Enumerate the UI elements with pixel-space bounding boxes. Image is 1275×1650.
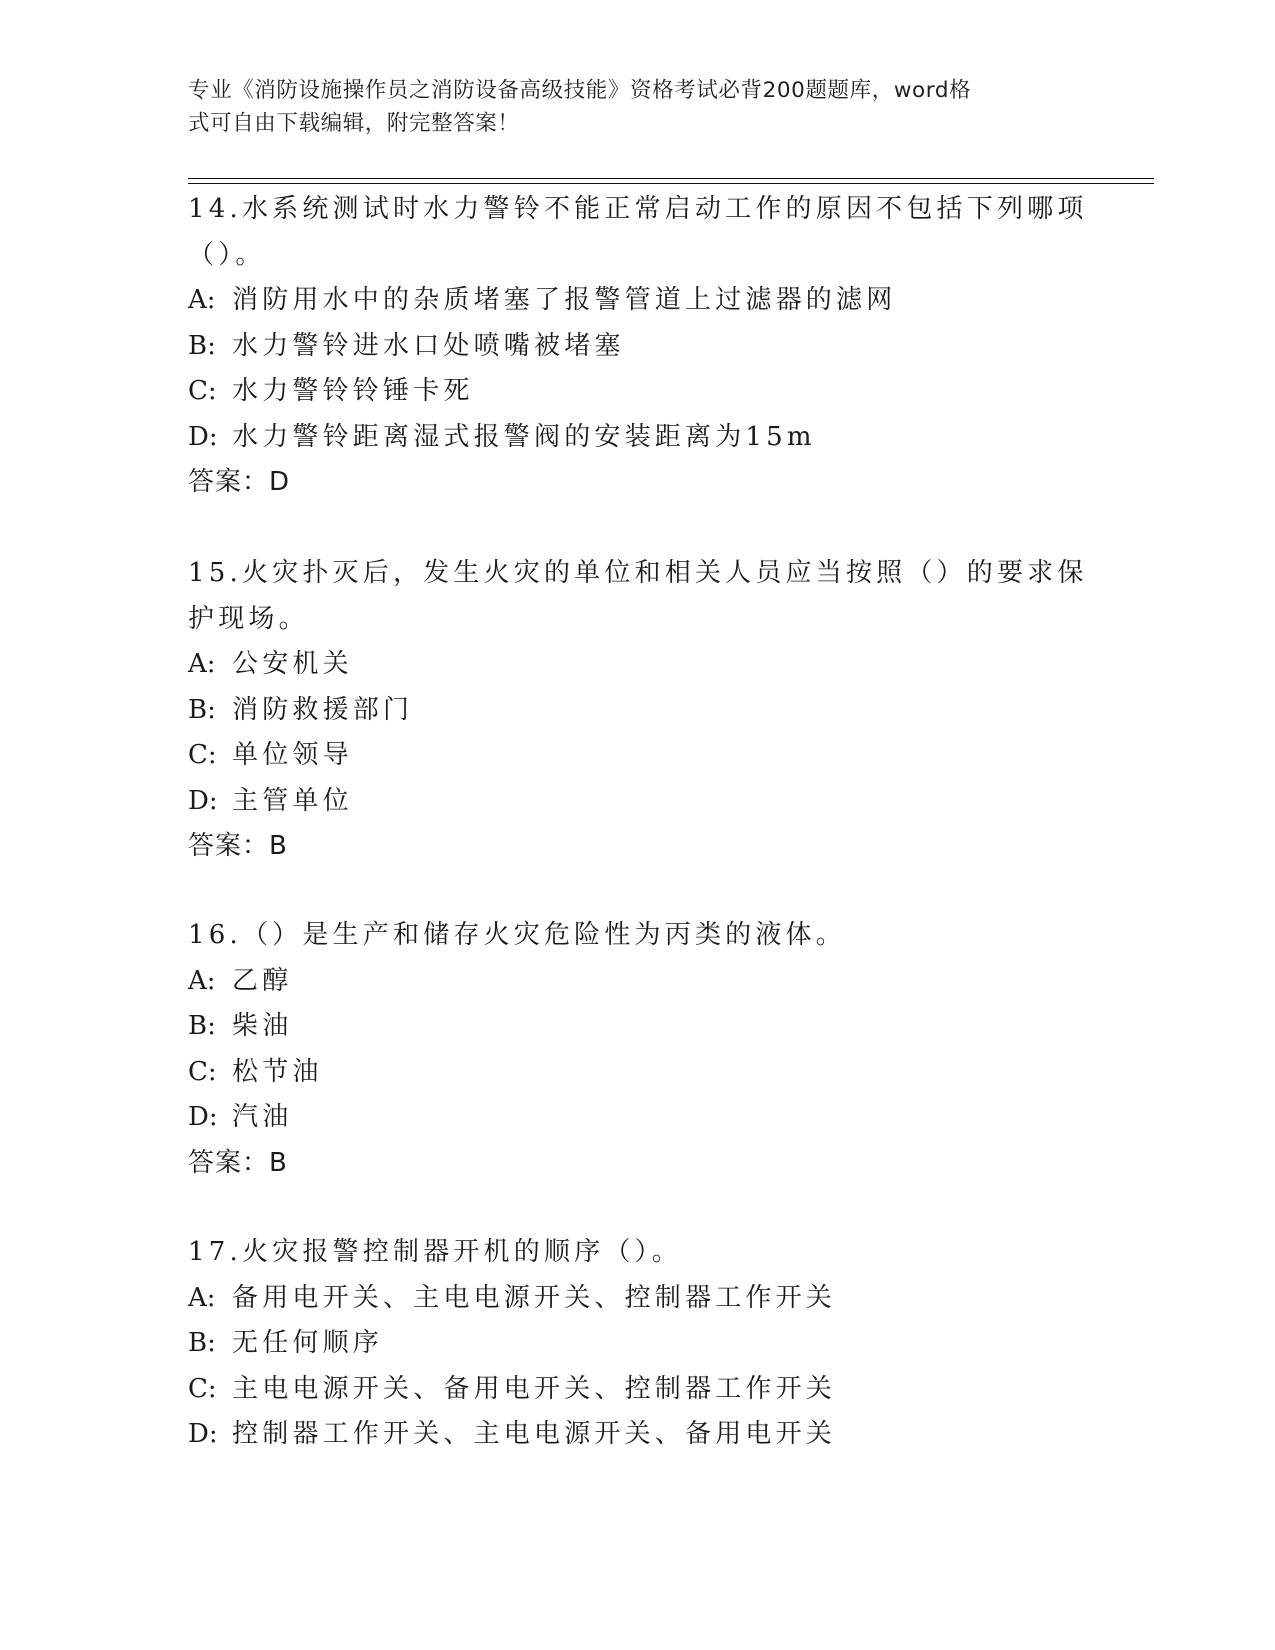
option-b	[188, 688, 1108, 734]
option-letter: A:	[188, 649, 216, 679]
option-text: 水力警铃铃锤卡死	[232, 376, 474, 406]
option-text: 控制器工作开关、主电电源开关、备用电开关	[232, 1419, 837, 1449]
question-16	[188, 913, 1108, 1186]
option-d	[188, 415, 1108, 461]
option-d	[188, 1412, 1108, 1458]
option-letter: B:	[188, 1328, 216, 1358]
option-text: 公安机关	[232, 649, 353, 679]
answer-line: 答案：B	[188, 1147, 288, 1178]
option-letter: D:	[188, 785, 218, 816]
header-divider-top	[188, 178, 1154, 179]
header-line-1: 专业《消防设施操作员之消防设备高级技能》资格考试必背200题题库，word格	[188, 78, 972, 103]
option-c	[188, 733, 1108, 779]
option-a	[188, 959, 1108, 1005]
option-text: 水力警铃距离湿式报警阀的安装距离为15m	[232, 421, 816, 452]
option-letter: A:	[188, 285, 216, 315]
option-b	[188, 1321, 1108, 1367]
option-letter: C:	[188, 740, 217, 770]
option-letter: D:	[188, 421, 218, 452]
header-line-2: 式可自由下载编辑，附完整答案！	[188, 111, 520, 136]
option-text: 松节油	[232, 1056, 323, 1087]
option-letter: D:	[188, 1102, 218, 1132]
answer-line: 答案：B	[188, 831, 288, 861]
option-text: 备用电开关、主电电源开关、控制器工作开关	[232, 1282, 837, 1313]
question-17	[188, 1230, 1108, 1458]
option-letter: B:	[188, 1011, 216, 1041]
option-d	[188, 1095, 1108, 1141]
option-d	[188, 779, 1108, 825]
option-a	[188, 1276, 1108, 1322]
question-stem: 17.火灾报警控制器开机的顺序（）。	[188, 1237, 682, 1267]
option-text: 消防救援部门	[232, 694, 414, 725]
option-a	[188, 278, 1108, 324]
question-stem: 16.（）是生产和储存火灾危险性为丙类的液体。	[188, 920, 846, 950]
option-text: 消防用水中的杂质堵塞了报警管道上过滤器的滤网	[232, 285, 897, 315]
option-b	[188, 324, 1108, 370]
question-stem: 15.火灾扑灭后，发生火灾的单位和相关人员应当按照（）的要求保护现场。	[188, 558, 1088, 634]
option-text: 主管单位	[232, 785, 353, 816]
option-letter: A:	[188, 965, 216, 996]
option-c	[188, 1050, 1108, 1096]
question-15	[188, 551, 1108, 870]
question-stem: 14.水系统测试时水力警铃不能正常启动工作的原因不包括下列哪项（）。	[188, 194, 1088, 270]
header-divider-bottom	[188, 183, 1154, 184]
option-letter: C:	[188, 376, 217, 406]
option-b	[188, 1004, 1108, 1050]
option-c	[188, 1367, 1108, 1413]
document-header	[188, 74, 1088, 140]
option-letter: A:	[188, 1282, 216, 1313]
option-letter: B:	[188, 330, 216, 361]
option-c	[188, 369, 1108, 415]
option-text: 柴油	[232, 1011, 293, 1041]
option-text: 单位领导	[232, 740, 353, 770]
option-text: 乙醇	[232, 965, 293, 996]
option-letter: B:	[188, 694, 216, 725]
answer-line: 答案：D	[188, 467, 291, 497]
option-a	[188, 642, 1108, 688]
option-letter: C:	[188, 1056, 217, 1087]
option-text: 无任何顺序	[232, 1328, 384, 1358]
option-text: 主电电源开关、备用电开关、控制器工作开关	[232, 1373, 837, 1404]
option-letter: D:	[188, 1419, 218, 1449]
option-letter: C:	[188, 1373, 217, 1404]
question-14	[188, 187, 1108, 506]
option-text: 汽油	[232, 1102, 293, 1132]
option-text: 水力警铃进水口处喷嘴被堵塞	[232, 330, 625, 361]
